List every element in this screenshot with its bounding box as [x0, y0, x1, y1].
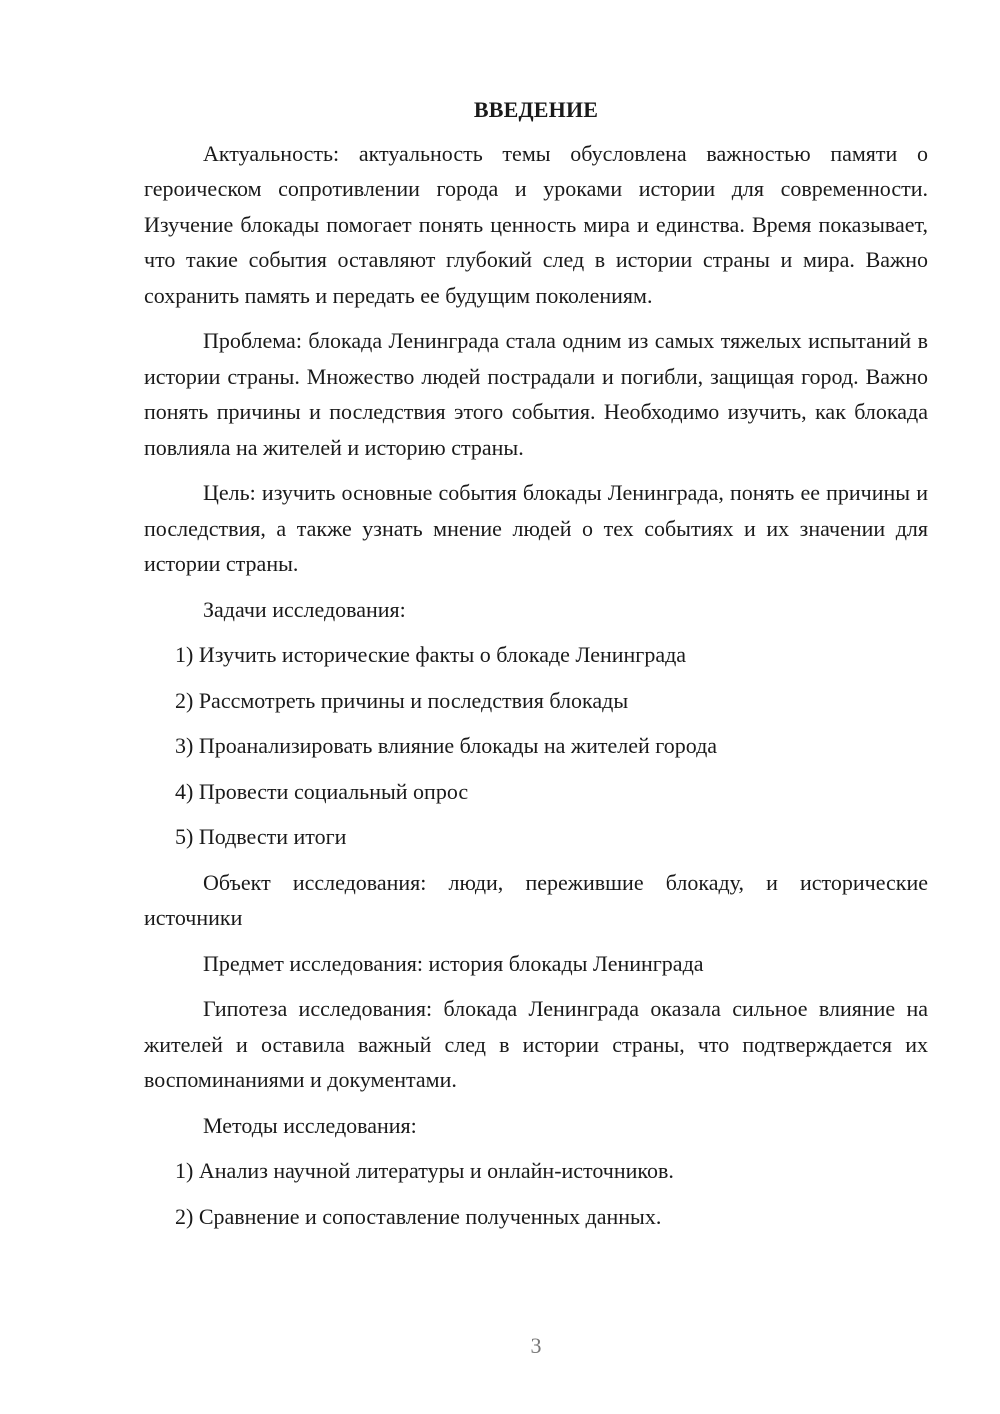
goal-paragraph: Цель: изучить основные события блокады Ленинграда, понять ее причины и последствия, а также узнать мнение людей о тех событиях и их значении для истории страны. [144, 480, 928, 576]
list-item: 2) Рассмотреть причины и последствия блокады [175, 687, 629, 713]
tasks-list [144, 637, 928, 855]
methods-list [144, 1153, 928, 1234]
problem-paragraph: Проблема: блокада Ленинграда стала одним из самых тяжелых испытаний в истории страны. Множество людей пострадали и погибли, защищая город. Важно понять причины и последствия этого события. Необходимо изучить, как блокада повлияла на жителей и историю страны. [144, 328, 928, 460]
list-item: 3) Проанализировать влияние блокады на жителей города [175, 733, 718, 758]
relevance-paragraph: Актуальность: актуальность темы обусловлена важностью памяти о героическом сопротивлении города и уроками истории для современности. Изучение блокады помогает понять ценность мира и единства. Время показывает, что такие события оставляют глубокий след в истории страны и мира. Важно сохранить память и передать ее будущим поколениям. [144, 140, 928, 308]
list-item: 5) Подвести итоги [175, 824, 347, 849]
list-item: 2) Сравнение и сопоставление полученных данных. [175, 1203, 662, 1229]
page-title: ВВЕДЕНИЕ [473, 97, 599, 122]
tasks-label: Задачи исследования: [203, 596, 406, 622]
list-item: 1) Изучить исторические факты о блокаде Ленинграда [175, 642, 687, 667]
hypothesis-paragraph: Гипотеза исследования: блокада Ленинграда оказала сильное влияние на жителей и оставила важный след в истории страны, что подтверждается их воспоминаниями и документами. [144, 996, 928, 1092]
methods-label: Методы исследования: [203, 1112, 417, 1138]
subject-paragraph: Предмет исследования: история блокады Ленинграда [203, 950, 704, 976]
list-item: 4) Провести социальный опрос [175, 778, 469, 804]
object-paragraph: Объект исследования: люди, пережившие блокаду, и исторические источники [144, 869, 928, 930]
list-item: 1) Анализ научной литературы и онлайн-источников. [175, 1158, 674, 1183]
page-number: 3 [530, 1333, 542, 1358]
document-page [144, 92, 928, 1244]
